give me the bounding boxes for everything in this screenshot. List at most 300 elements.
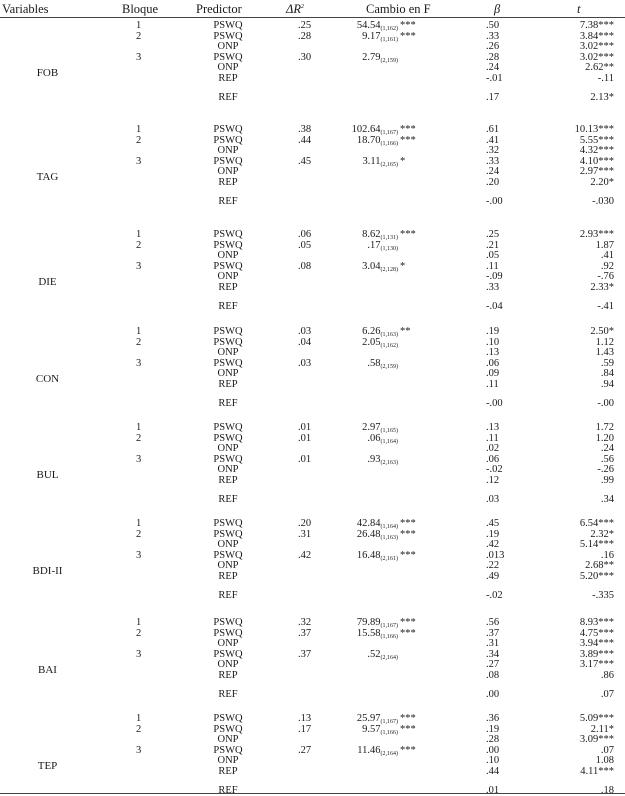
beta-cell: .13 xyxy=(486,347,500,359)
predictor-cell: PSWQ xyxy=(213,326,243,337)
t-cell: 5.09*** xyxy=(579,713,614,724)
f-value: 6.26 xyxy=(362,326,381,337)
table-row xyxy=(0,550,625,561)
t-cell: 4.32*** xyxy=(579,145,614,157)
predictor-cell: PSWQ xyxy=(213,432,243,444)
table-row xyxy=(0,337,625,348)
delta-r2-cell: .06 xyxy=(298,229,312,240)
t-cell: .16 xyxy=(600,549,614,561)
t-cell: 2.68** xyxy=(585,560,614,572)
header-top-rule xyxy=(0,17,625,18)
delta-r2-cell: .45 xyxy=(298,155,312,167)
cambio-f-cell xyxy=(330,358,398,369)
beta-cell: .37 xyxy=(486,627,500,639)
f-value: 16.48 xyxy=(356,549,381,561)
table-row xyxy=(0,301,625,312)
table-row xyxy=(0,41,625,52)
f-df: (2,161) xyxy=(380,555,398,562)
predictor-cell: REF xyxy=(218,398,238,409)
cambio-f-cell xyxy=(330,518,398,529)
delta-r2-cell: .32 xyxy=(298,617,312,628)
t-cell: .86 xyxy=(600,670,614,681)
bloque-cell: 2 xyxy=(136,134,142,146)
beta-cell: .11 xyxy=(486,432,499,444)
t-cell: 1.72 xyxy=(595,422,614,433)
f-value: 11.46 xyxy=(357,744,381,756)
bloque-cell: 1 xyxy=(136,713,142,724)
beta-cell: .21 xyxy=(486,239,500,251)
f-significance: *** xyxy=(400,617,416,628)
cambio-f-cell xyxy=(330,261,398,272)
delta-r2-cell: .01 xyxy=(298,432,312,444)
t-cell: -.76 xyxy=(597,271,614,283)
cambio-f-cell xyxy=(330,529,398,540)
predictor-cell: REF xyxy=(218,689,238,700)
predictor-cell: ONP xyxy=(217,638,239,650)
t-cell: 3.09*** xyxy=(579,734,614,746)
f-significance: *** xyxy=(400,744,416,756)
table-row xyxy=(0,92,625,103)
t-cell: 3.17*** xyxy=(579,659,614,671)
beta-cell: -.04 xyxy=(486,301,503,312)
f-value: 15.58 xyxy=(356,627,381,639)
predictor-cell: PSWQ xyxy=(213,229,243,240)
t-cell: -.26 xyxy=(597,464,614,476)
predictor-cell: REF xyxy=(218,196,238,207)
table-row xyxy=(0,52,625,63)
table-row xyxy=(0,20,625,31)
predictor-cell: ONP xyxy=(217,464,239,476)
variable-label: BUL xyxy=(36,469,59,481)
delta-r2-cell: .03 xyxy=(298,326,312,337)
table-row xyxy=(0,156,625,167)
f-significance: *** xyxy=(400,549,416,561)
f-value: 9.17 xyxy=(362,30,381,42)
t-cell: .94 xyxy=(600,379,614,390)
cambio-f-cell xyxy=(330,649,398,660)
table-row xyxy=(0,145,625,156)
bloque-cell: 1 xyxy=(136,422,142,433)
table-row xyxy=(0,713,625,724)
f-significance: *** xyxy=(400,229,416,240)
f-df: (1,166) xyxy=(380,729,398,736)
delta-r2-cell: .30 xyxy=(298,51,312,63)
cambio-f-cell xyxy=(330,240,398,251)
t-cell: 5.14*** xyxy=(579,539,614,551)
t-cell: .56 xyxy=(600,453,614,465)
variable-label: CON xyxy=(35,373,60,385)
delta-r2-cell: .05 xyxy=(298,239,312,251)
predictor-cell: ONP xyxy=(217,62,239,74)
predictor-cell: PSWQ xyxy=(213,422,243,433)
t-cell: 1.87 xyxy=(595,239,614,251)
predictor-cell: REF xyxy=(218,301,238,312)
beta-cell: .45 xyxy=(486,518,500,529)
f-df: (1,163) xyxy=(380,332,398,338)
table-row xyxy=(0,433,625,444)
predictor-cell: PSWQ xyxy=(213,51,243,63)
table-row xyxy=(0,240,625,251)
t-cell: 3.89*** xyxy=(579,648,614,660)
bloque-cell: 3 xyxy=(136,260,142,272)
delta-r2-cell: .42 xyxy=(298,549,312,561)
beta-cell: .34 xyxy=(486,648,500,660)
f-value: 3.04 xyxy=(362,260,381,272)
cambio-f-cell xyxy=(330,724,398,735)
cambio-f-cell xyxy=(330,433,398,444)
beta-cell: .19 xyxy=(486,326,500,337)
t-cell: .07 xyxy=(600,744,614,756)
variable-label: TEP xyxy=(37,760,58,772)
variable-label: DIE xyxy=(38,276,57,288)
table-row xyxy=(0,443,625,454)
beta-cell: .24 xyxy=(486,166,500,178)
predictor-cell: PSWQ xyxy=(213,260,243,272)
predictor-cell: ONP xyxy=(217,734,239,746)
t-cell: 2.62** xyxy=(585,62,614,74)
predictor-cell: ONP xyxy=(217,271,239,283)
table-row xyxy=(0,196,625,207)
table-row xyxy=(0,124,625,135)
f-significance: *** xyxy=(400,723,416,735)
f-significance: *** xyxy=(400,30,416,42)
f-value: .17 xyxy=(367,239,381,251)
f-df: (1,164) xyxy=(380,438,398,445)
table-row xyxy=(0,518,625,529)
bloque-cell: 3 xyxy=(136,357,142,369)
cambio-f-cell xyxy=(330,745,398,756)
table-row xyxy=(0,326,625,337)
cambio-f-cell xyxy=(330,31,398,42)
beta-cell: .24 xyxy=(486,62,500,74)
predictor-cell: PSWQ xyxy=(213,30,243,42)
beta-cell: .28 xyxy=(486,51,500,63)
predictor-cell: PSWQ xyxy=(213,744,243,756)
predictor-cell: PSWQ xyxy=(213,124,243,135)
bloque-cell: 3 xyxy=(136,155,142,167)
predictor-cell: REP xyxy=(218,177,238,188)
f-df: (2,159) xyxy=(380,57,398,64)
t-cell: 2.33* xyxy=(590,282,614,293)
bloque-cell: 1 xyxy=(136,617,142,628)
table-row xyxy=(0,689,625,700)
cambio-f-cell xyxy=(330,326,398,337)
f-significance: *** xyxy=(400,713,416,724)
bloque-cell: 3 xyxy=(136,549,142,561)
predictor-cell: PSWQ xyxy=(213,549,243,561)
predictor-cell: ONP xyxy=(217,250,239,262)
predictor-cell: ONP xyxy=(217,368,239,380)
bloque-cell: 2 xyxy=(136,336,142,348)
bloque-cell: 2 xyxy=(136,432,142,444)
table-row xyxy=(0,745,625,756)
bloque-cell: 2 xyxy=(136,30,142,42)
predictor-cell: PSWQ xyxy=(213,134,243,146)
table-row xyxy=(0,135,625,146)
f-value: 2.79 xyxy=(362,51,381,63)
predictor-cell: REP xyxy=(218,670,238,681)
beta-cell: .12 xyxy=(486,475,500,486)
f-value: .06 xyxy=(367,432,381,444)
predictor-cell: PSWQ xyxy=(213,528,243,540)
header-beta: β xyxy=(494,2,501,16)
f-value: 25.97 xyxy=(356,713,381,724)
beta-cell: .49 xyxy=(486,571,500,582)
bloque-cell: 1 xyxy=(136,518,142,529)
t-cell: -.030 xyxy=(592,196,614,207)
f-significance: *** xyxy=(400,20,416,31)
predictor-cell: REP xyxy=(218,282,238,293)
beta-cell: .36 xyxy=(486,713,500,724)
beta-cell: .09 xyxy=(486,368,500,380)
f-value: 26.48 xyxy=(356,528,381,540)
bloque-cell: 1 xyxy=(136,229,142,240)
table-row xyxy=(0,638,625,649)
t-cell: 3.02*** xyxy=(579,51,614,63)
delta-r2-cell: .44 xyxy=(298,134,312,146)
delta-r2-cell: .28 xyxy=(298,30,312,42)
t-cell: 8.93*** xyxy=(579,617,614,628)
t-cell: 1.08 xyxy=(595,755,614,767)
f-significance: * xyxy=(400,260,406,272)
f-df: (1,167) xyxy=(380,623,398,629)
predictor-cell: ONP xyxy=(217,755,239,767)
f-value: 42.84 xyxy=(356,518,381,529)
beta-cell: .013 xyxy=(486,549,505,561)
cambio-f-cell xyxy=(330,156,398,167)
delta-r2-cell: .17 xyxy=(298,723,312,735)
cambio-f-cell xyxy=(330,550,398,561)
f-significance: *** xyxy=(400,528,416,540)
beta-cell: .00 xyxy=(486,744,500,756)
t-cell: 4.10*** xyxy=(579,155,614,167)
cambio-f-cell xyxy=(330,229,398,240)
delta-r2-cell: .38 xyxy=(298,124,312,135)
f-value: 54.54 xyxy=(356,20,381,31)
predictor-cell: ONP xyxy=(217,659,239,671)
f-significance: *** xyxy=(400,124,416,135)
f-value: .52 xyxy=(367,648,381,660)
delta-r2-cell: .27 xyxy=(298,744,312,756)
beta-cell: -.01 xyxy=(486,73,503,84)
f-significance: *** xyxy=(400,627,416,639)
f-df: (2,159) xyxy=(380,363,398,370)
beta-cell: .10 xyxy=(486,336,500,348)
t-cell: -.11 xyxy=(597,73,614,84)
beta-cell: .06 xyxy=(486,357,500,369)
beta-cell: .33 xyxy=(486,155,500,167)
f-df: (1,166) xyxy=(380,633,398,640)
beta-cell: .33 xyxy=(486,282,500,293)
beta-cell: .32 xyxy=(486,145,500,157)
table-row xyxy=(0,250,625,261)
table-row xyxy=(0,398,625,409)
predictor-cell: PSWQ xyxy=(213,336,243,348)
bloque-cell: 2 xyxy=(136,627,142,639)
t-cell: 1.12 xyxy=(595,336,614,348)
table-row xyxy=(0,494,625,505)
predictor-cell: PSWQ xyxy=(213,239,243,251)
t-cell: 2.50* xyxy=(590,326,614,337)
predictor-cell: REP xyxy=(218,766,238,777)
header-bloque: Bloque xyxy=(122,2,159,16)
t-cell: 6.54*** xyxy=(579,518,614,529)
predictor-cell: REF xyxy=(218,785,238,796)
f-value: 9.57 xyxy=(362,723,381,735)
t-cell: 2.93*** xyxy=(579,229,614,240)
predictor-cell: ONP xyxy=(217,443,239,455)
t-cell: .84 xyxy=(600,368,614,380)
predictor-cell: PSWQ xyxy=(213,713,243,724)
header-t: t xyxy=(577,2,581,16)
predictor-cell: REP xyxy=(218,571,238,582)
f-df: (1,131) xyxy=(380,235,398,241)
t-cell: .18 xyxy=(600,785,614,796)
beta-cell: .22 xyxy=(486,560,500,572)
table-row xyxy=(0,229,625,240)
beta-cell: .61 xyxy=(486,124,500,135)
cambio-f-cell xyxy=(330,617,398,628)
t-cell: 3.94*** xyxy=(579,638,614,650)
bloque-cell: 3 xyxy=(136,51,142,63)
delta-r2-cell: .37 xyxy=(298,627,312,639)
f-value: 79.89 xyxy=(356,617,381,628)
predictor-cell: PSWQ xyxy=(213,518,243,529)
f-value: 102.64 xyxy=(351,124,381,135)
beta-cell: .26 xyxy=(486,41,500,53)
bloque-cell: 2 xyxy=(136,239,142,251)
f-significance: * xyxy=(400,155,406,167)
f-df: (2,164) xyxy=(380,654,398,661)
t-cell: -.335 xyxy=(592,590,614,601)
bloque-cell: 3 xyxy=(136,453,142,465)
table-row xyxy=(0,649,625,660)
t-cell: 2.97*** xyxy=(579,166,614,178)
delta-r2-cell: .03 xyxy=(298,357,312,369)
beta-cell: .31 xyxy=(486,638,500,650)
header-delta-r2 xyxy=(286,2,304,16)
table-row xyxy=(0,261,625,272)
t-cell: 7.38*** xyxy=(579,20,614,31)
beta-cell: .44 xyxy=(486,766,500,777)
predictor-cell: PSWQ xyxy=(213,357,243,369)
header-predictor: Predictor xyxy=(196,2,242,16)
delta-r2-cell: .01 xyxy=(298,422,312,433)
delta-r2-cell: .20 xyxy=(298,518,312,529)
f-value: .58 xyxy=(367,357,381,369)
header-variables: Variables xyxy=(2,2,49,16)
t-cell: .99 xyxy=(600,475,614,486)
bloque-cell: 2 xyxy=(136,723,142,735)
beta-cell: .13 xyxy=(486,422,500,433)
f-significance: *** xyxy=(400,518,416,529)
beta-cell: -.00 xyxy=(486,398,503,409)
f-value: 18.70 xyxy=(356,134,381,146)
table-row xyxy=(0,724,625,735)
f-value: 2.97 xyxy=(362,422,381,433)
delta-r2-cell: .25 xyxy=(298,20,312,31)
f-df: (1,164) xyxy=(380,524,398,530)
cambio-f-cell xyxy=(330,20,398,31)
beta-cell: .19 xyxy=(486,723,500,735)
f-value: .93 xyxy=(367,453,381,465)
f-value: 8.62 xyxy=(362,229,381,240)
predictor-cell: PSWQ xyxy=(213,453,243,465)
beta-cell: -.02 xyxy=(486,590,503,601)
beta-cell: .08 xyxy=(486,670,500,681)
predictor-cell: REP xyxy=(218,379,238,390)
beta-cell: .17 xyxy=(486,92,500,103)
cambio-f-cell xyxy=(330,337,398,348)
table-row xyxy=(0,347,625,358)
variable-label: BDI-II xyxy=(32,565,63,577)
table-row xyxy=(0,454,625,465)
cambio-f-cell xyxy=(330,124,398,135)
predictor-cell: ONP xyxy=(217,41,239,53)
t-cell: 5.55*** xyxy=(579,134,614,146)
beta-cell: -.02 xyxy=(486,464,503,476)
f-df: (1,167) xyxy=(380,130,398,136)
header-delta-r2-label: ΔR xyxy=(286,2,301,16)
f-df: (1,161) xyxy=(380,36,398,43)
delta-r2-cell: .08 xyxy=(298,260,312,272)
f-df: (1,163) xyxy=(380,534,398,541)
cambio-f-cell xyxy=(330,713,398,724)
variable-label: TAG xyxy=(36,171,59,183)
table-row xyxy=(0,529,625,540)
bloque-cell: 3 xyxy=(136,648,142,660)
header-cambio-f: Cambio en F xyxy=(366,2,431,16)
f-df: (1,162) xyxy=(380,342,398,349)
predictor-cell: ONP xyxy=(217,560,239,572)
beta-cell: .20 xyxy=(486,177,500,188)
cambio-f-cell xyxy=(330,454,398,465)
f-df: (2,128) xyxy=(380,266,398,273)
delta-r2-cell: .37 xyxy=(298,648,312,660)
beta-cell: -.09 xyxy=(486,271,503,283)
bloque-cell: 2 xyxy=(136,528,142,540)
f-df: (1,167) xyxy=(380,719,398,725)
bloque-cell: 3 xyxy=(136,744,142,756)
beta-cell: .05 xyxy=(486,250,500,262)
beta-cell: .00 xyxy=(486,689,500,700)
beta-cell: .03 xyxy=(486,494,500,505)
bloque-cell: 1 xyxy=(136,20,142,31)
predictor-cell: PSWQ xyxy=(213,20,243,31)
f-df: (2,165) xyxy=(380,161,398,168)
beta-cell: .56 xyxy=(486,617,500,628)
table-row xyxy=(0,617,625,628)
t-cell: 2.11* xyxy=(590,723,614,735)
predictor-cell: PSWQ xyxy=(213,617,243,628)
variable-label: BAI xyxy=(38,664,57,676)
f-df: (1,165) xyxy=(380,428,398,434)
table-row xyxy=(0,785,625,796)
bloque-cell: 1 xyxy=(136,124,142,135)
t-cell: .59 xyxy=(600,357,614,369)
beta-cell: .41 xyxy=(486,134,500,146)
t-cell: .07 xyxy=(600,689,614,700)
predictor-cell: REF xyxy=(218,590,238,601)
t-cell: 2.13* xyxy=(590,92,614,103)
beta-cell: .01 xyxy=(486,785,500,796)
t-cell: 3.02*** xyxy=(579,41,614,53)
beta-cell: .27 xyxy=(486,659,500,671)
predictor-cell: PSWQ xyxy=(213,627,243,639)
beta-cell: .28 xyxy=(486,734,500,746)
predictor-cell: ONP xyxy=(217,539,239,551)
predictor-cell: ONP xyxy=(217,145,239,157)
